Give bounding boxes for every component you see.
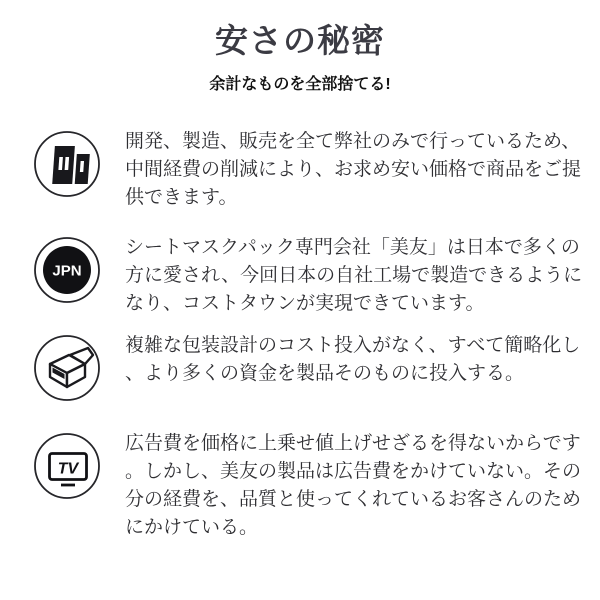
tv-icon [33, 432, 101, 500]
list-item-text: 複雑な包装設計のコスト投入がなく、すべて簡略化し、より多くの資金を製品そのものに投入する。 [125, 335, 581, 384]
page-title: 安さの秘密 [215, 24, 385, 60]
list-item-advertising [33, 432, 600, 542]
list-item-japan [33, 236, 600, 318]
jpn-badge-icon [33, 236, 101, 304]
tv-screen-label: TV [57, 460, 79, 478]
list-item-company [33, 130, 600, 212]
page-subtitle: 余計なものを全部捨てる! [209, 76, 391, 93]
buildings-icon [33, 130, 101, 198]
list-item-text: 広告費を価格に上乗せ値上げせざるを得ないからです。しかし、美友の製品は広告費をかけていない。その分の経費を、品質と使ってくれているお客さんのためにかけている。 [125, 433, 582, 538]
jpn-badge-label: JPN [52, 262, 82, 280]
list-item-text: 開発、製造、販売を全て弊社のみで行っているため、中間経費の削減により、お求め安い価格で商品をご提供できます。 [125, 131, 582, 208]
list-item-packaging [33, 334, 600, 402]
reasons-list [0, 130, 600, 542]
list-item-text: シートマスクパック専門会社「美友」は日本で多くの方に愛され、今回日本の自社工場で製造できるようになり、コストタウンが実現できています。 [125, 237, 583, 314]
package-icon [33, 334, 101, 402]
